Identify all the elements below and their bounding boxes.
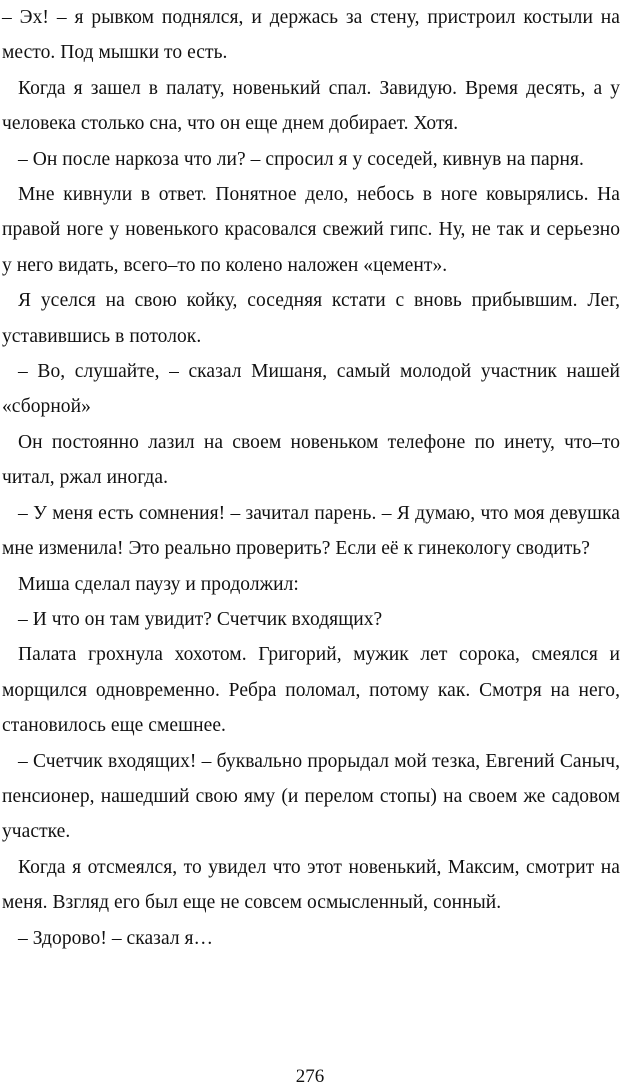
paragraph: Мне кивнули в ответ. Понятное дело, небось в ноге ковырялись. На правой ноге у новенького красовался свежий гипс. Ну, не так и серьезно у него видать, всего–то по колено наложен «цемент». [2,184,620,276]
paragraph: Миша сделал паузу и продолжил: [18,573,299,595]
paragraph: Когда я отсмеялся, то увидел что этот новенький, Максим, смотрит на меня. Взгляд его был еще не совсем осмысленный, сонный. [2,856,620,914]
page-number: 276 [295,1066,325,1087]
paragraph: – Эх! – я рывком поднялся, и держась за стену, пристроил костыли на место. Под мышки то есть. [2,7,620,64]
paragraph: – Он после наркоза что ли? – спросил я у соседей, кивнув на парня. [18,148,584,170]
text-body [2,0,620,956]
paragraph: Когда я зашел в палату, новенький спал. Завидую. Время десять, а у человека столько сна, что он еще днем добирает. Хотя. [2,77,620,135]
paragraph: Палата грохнула хохотом. Григорий, мужик лет сорока, смеялся и морщился одновременно. Ребра поломал, потому как. Смотря на него, становилось еще смешнее. [2,644,620,737]
paragraph: – Счетчик входящих! – буквально прорыдал мой тезка, Евгений Саныч, пенсионер, нашедший свою яму (и перелом стопы) на своем же садовом участке. [2,750,620,843]
paragraph: – Здорово! – сказал я… [18,927,214,949]
paragraph: Он постоянно лазил на своем новеньком телефоне по инету, что–то читал, ржал иногда. [2,431,620,489]
paragraph: – И что он там увидит? Счетчик входящих? [18,608,383,630]
paragraph: – У меня есть сомнения! – зачитал парень. – Я думаю, что моя девушка мне изменила! Это реально проверить? Если её к гинекологу сводить? [2,502,620,560]
paragraph: – Во, слушайте, – сказал Мишаня, самый молодой участник нашей «сборной» [2,361,620,418]
paragraph: Я уселся на свою койку, соседняя кстати с вновь прибывшим. Лег, уставившись в потолок. [2,290,620,347]
